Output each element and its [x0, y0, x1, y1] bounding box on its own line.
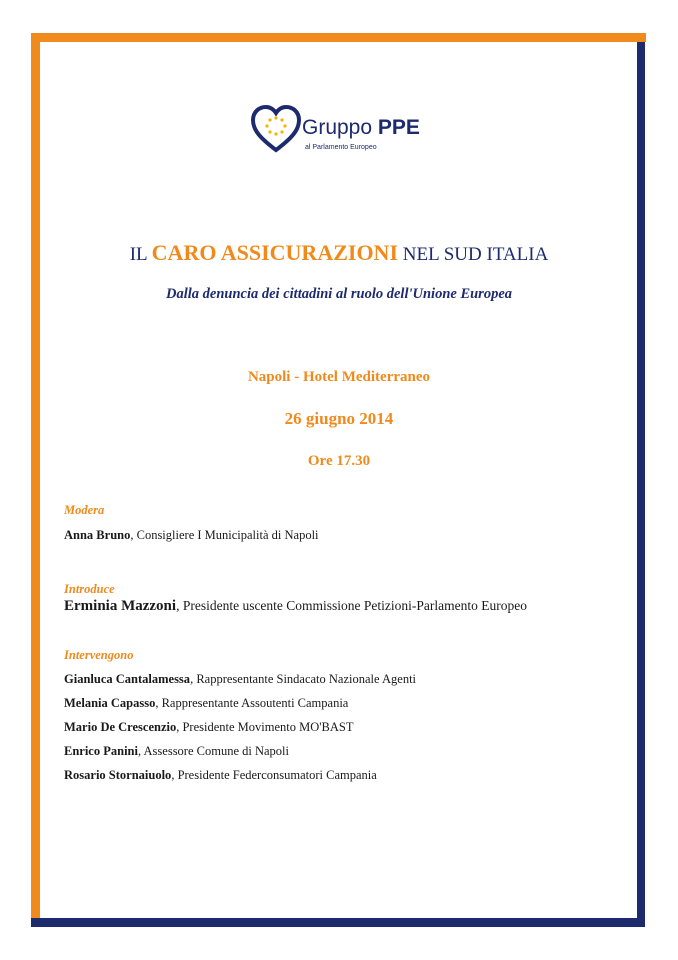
speaker-line: Melania Capasso, Rappresentante Assoutenti Campania	[64, 696, 349, 710]
logo-name: Gruppo PPE	[302, 116, 420, 139]
event-date: 26 giugno 2014	[284, 409, 394, 428]
introduce-line: Erminia Mazzoni, Presidente uscente Commissione Petizioni-Parlamento Europeo	[64, 598, 528, 614]
frame-top-border	[31, 33, 646, 42]
frame-left-border	[31, 33, 40, 918]
speaker-line: Rosario Stornaiuolo, Presidente Federconsumatori Campania	[64, 768, 377, 782]
title-accent: CARO ASSICURAZIONI	[151, 240, 399, 265]
event-subtitle: Dalla denuncia dei cittadini al ruolo dell'Unione Europea	[165, 286, 513, 302]
logo-subtitle: al Parlamento Europeo	[305, 144, 377, 151]
frame-bottom-border	[31, 918, 645, 927]
introduce-label: Introduce	[64, 582, 115, 596]
frame-right-border	[637, 42, 645, 927]
event-title: IL CARO ASSICURAZIONI NEL SUD ITALIA	[129, 240, 549, 265]
event-place: Napoli - Hotel Mediterraneo	[247, 369, 431, 385]
intervengono-label: Intervengono	[64, 648, 134, 662]
speaker-line: Gianluca Cantalamessa, Rappresentante Sindacato Nazionale Agenti	[64, 672, 417, 686]
modera-label: Modera	[64, 503, 105, 517]
modera-line: Anna Bruno, Consigliere I Municipalità di Napoli	[64, 528, 319, 542]
heart-stars-icon	[250, 104, 302, 156]
event-time: Ore 17.30	[307, 453, 371, 469]
speaker-line: Enrico Panini, Assessore Comune di Napoli	[64, 744, 290, 758]
speaker-line: Mario De Crescenzio, Presidente Movimento MO'BAST	[64, 720, 354, 734]
ppe-logo	[250, 104, 440, 164]
